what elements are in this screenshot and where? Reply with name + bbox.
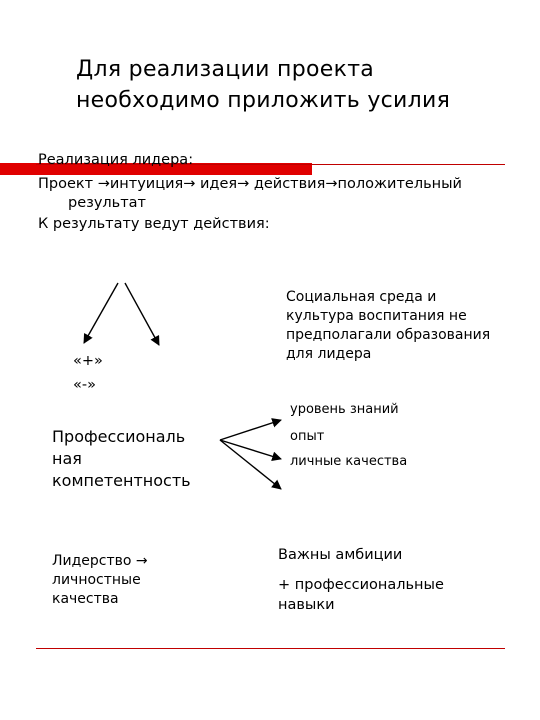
chain-line-1: Проект →интуиция→ идея→ действия→положительный (38, 176, 462, 192)
social-line-4: для лидера (286, 346, 372, 362)
social-line-3: предполагали образования (286, 327, 491, 343)
ambitions-line-1: Важны амбиции (278, 547, 403, 563)
leadership-line-2: личностные (52, 572, 141, 588)
ambitions-line-3: навыки (278, 597, 335, 613)
leadership-line-1: Лидерство → (52, 553, 148, 569)
competence-line-1: Профессиональ (52, 427, 186, 446)
arrow-qualities (220, 440, 281, 459)
branch-qualities: личные качества (290, 454, 408, 469)
branch-experience: опыт (290, 429, 325, 444)
title-line-2: необходимо приложить усилия (76, 88, 451, 113)
leadership-line-3: качества (52, 591, 119, 607)
realization-label: Реализация лидера: (38, 152, 194, 168)
arrow-experience (220, 440, 281, 489)
title-line-1: Для реализации проекта (76, 57, 375, 82)
social-line-1: Социальная среда и (286, 289, 437, 305)
branch-knowledge: уровень знаний (290, 402, 399, 417)
arrow-knowledge (220, 420, 281, 440)
social-line-2: культура воспитания не (286, 308, 467, 324)
plus-sign: «+» (73, 353, 103, 369)
arrow-right (125, 283, 159, 345)
ambitions-line-2: + профессиональные (278, 577, 444, 593)
competence-line-3: компетентность (52, 471, 191, 490)
lead-to-label: К результату ведут действия: (38, 216, 270, 232)
minus-sign: «-» (73, 377, 96, 393)
arrow-left (84, 283, 118, 343)
chain-line-2: результат (68, 195, 147, 211)
competence-line-2: ная (52, 449, 82, 468)
